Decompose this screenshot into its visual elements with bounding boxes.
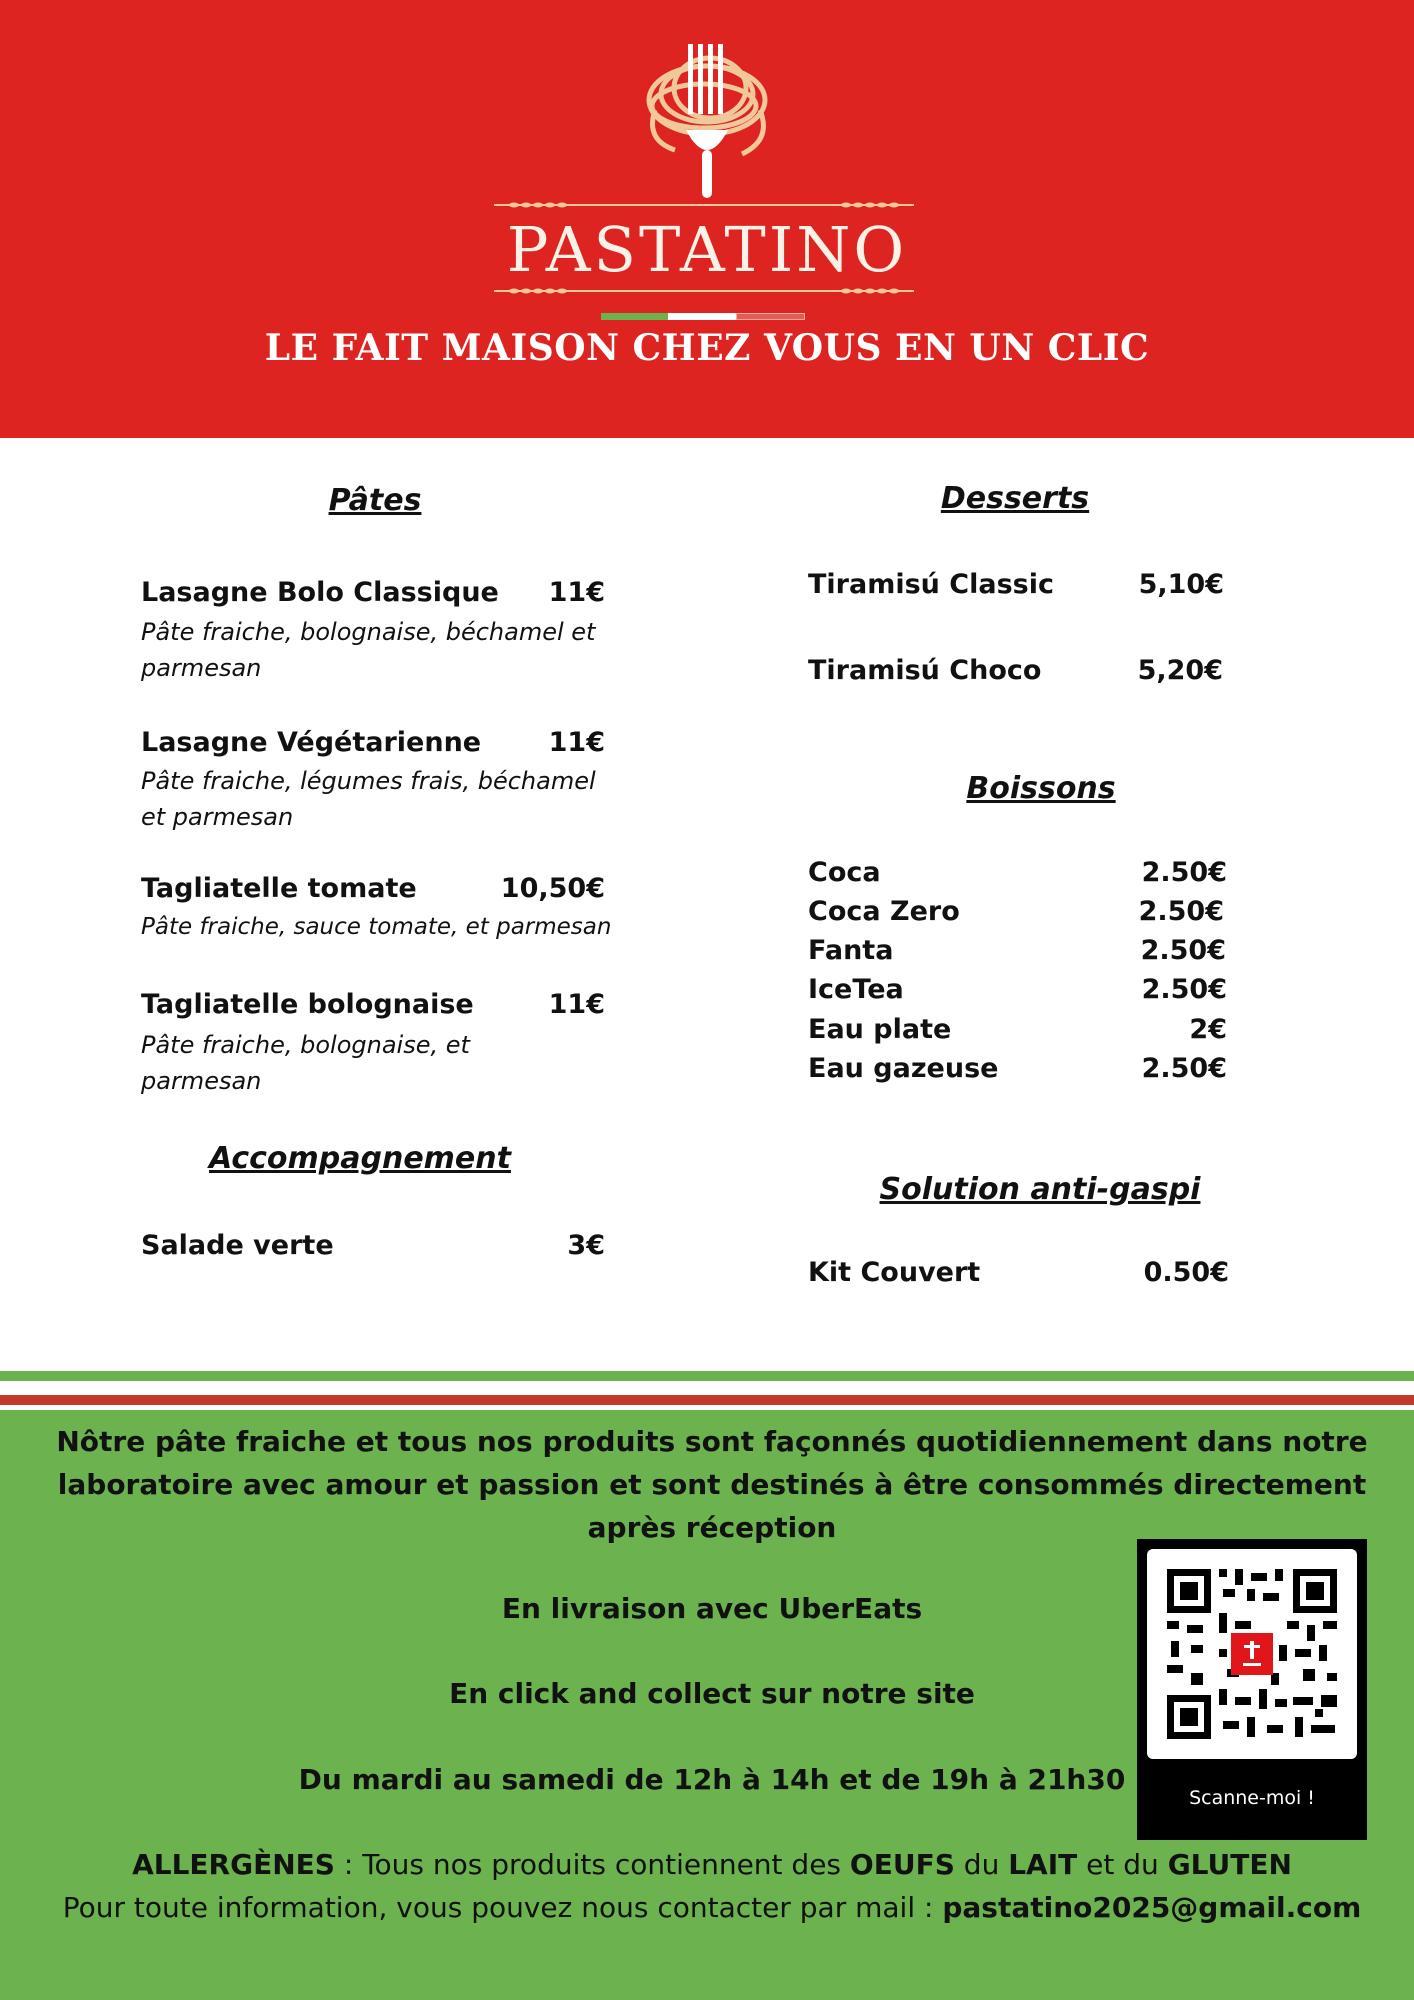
allergen-milk: LAIT — [1008, 1848, 1078, 1881]
item-name: Tagliatelle bolognaise — [141, 989, 474, 1020]
item-price: 5,20€ — [1137, 655, 1223, 686]
section-title-accompagnement: Accompagnement — [209, 1141, 511, 1176]
item-price: 2.50€ — [1140, 935, 1226, 966]
item-name: Lasagne Bolo Classique — [141, 577, 499, 608]
item-name: Kit Couvert — [808, 1257, 981, 1288]
wheat-divider-bottom — [494, 286, 914, 296]
tagline: LE FAIT MAISON CHEZ VOUS EN UN CLIC — [264, 327, 1150, 369]
allergens-label: ALLERGÈNES — [132, 1848, 335, 1881]
item-price: 2.50€ — [1141, 974, 1227, 1005]
allergen-separator: du — [954, 1848, 1009, 1881]
footer-hours: Du mardi au samedi de 12h à 14h et de 19h à 21h30 — [298, 1763, 1126, 1796]
header-banner — [0, 0, 1414, 438]
item-description: Pâte fraiche, légumes frais, béchamel et parmesan — [141, 767, 596, 831]
contact-text: Pour toute information, vous pouvez nous contacter par mail : — [62, 1891, 943, 1924]
italian-flag-bar — [601, 313, 805, 320]
item-price: 10,50€ — [500, 873, 605, 904]
allergen-separator: et du — [1077, 1848, 1168, 1881]
wheat-divider-top — [494, 200, 914, 210]
item-description: Pâte fraiche, sauce tomate, et parmesan — [141, 914, 612, 940]
item-name: Tiramisú Choco — [808, 655, 1042, 686]
allergen-eggs: OEUFS — [849, 1848, 955, 1881]
allergens-line — [40, 1848, 1384, 1881]
green-stripe — [0, 1371, 1414, 1381]
item-name: Salade verte — [141, 1230, 334, 1261]
contact-line — [40, 1891, 1384, 1924]
item-name: Fanta — [808, 935, 894, 966]
qr-code-card[interactable] — [1137, 1539, 1367, 1840]
brand-name: PASTATINO — [506, 213, 908, 286]
allergen-gluten: GLUTEN — [1167, 1848, 1292, 1881]
item-price: 11€ — [548, 727, 605, 758]
item-name: Lasagne Végétarienne — [141, 727, 482, 758]
footer-click-collect: En click and collect sur notre site — [449, 1677, 975, 1710]
item-price: 2€ — [1189, 1014, 1227, 1045]
item-price: 0.50€ — [1143, 1257, 1229, 1288]
item-name: Coca — [808, 857, 881, 888]
item-name: Tiramisú Classic — [808, 569, 1054, 600]
footer-delivery: En livraison avec UberEats — [501, 1592, 923, 1625]
item-name: Eau plate — [808, 1014, 952, 1045]
section-title-boissons: Boissons — [966, 771, 1116, 806]
item-name: Tagliatelle tomate — [141, 873, 417, 904]
item-price: 2.50€ — [1138, 896, 1224, 927]
item-price: 5,10€ — [1138, 569, 1224, 600]
item-price: 11€ — [548, 577, 605, 608]
item-price: 3€ — [567, 1230, 605, 1261]
section-title-pates: Pâtes — [328, 483, 422, 518]
qr-scan-label: Scanne-moi ! — [1189, 1787, 1315, 1809]
item-description: Pâte fraiche, bolognaise, et parmesan — [141, 1031, 470, 1095]
red-stripe — [0, 1395, 1414, 1405]
section-title-desserts: Desserts — [940, 481, 1090, 516]
item-price: 2.50€ — [1141, 1053, 1227, 1084]
item-name: IceTea — [808, 974, 904, 1005]
qr-code-icon[interactable] — [1147, 1549, 1357, 1759]
item-price: 11€ — [548, 989, 605, 1020]
item-price: 2.50€ — [1141, 857, 1227, 888]
qr-code-frame — [1147, 1549, 1357, 1759]
item-name: Eau gazeuse — [808, 1053, 999, 1084]
footer-intro: Nôtre pâte fraiche et tous nos produits sont façonnés quotidiennement dans notre laboratoire avec amour et passion et sont destinés à être consommés directement après réception — [56, 1425, 1368, 1544]
item-description: Pâte fraiche, bolognaise, béchamel et parmesan — [141, 618, 596, 682]
allergens-text: : Tous nos produits contiennent des — [334, 1848, 850, 1881]
item-name: Coca Zero — [808, 896, 960, 927]
section-title-anti-gaspi: Solution anti-gaspi — [879, 1172, 1201, 1207]
contact-email-link[interactable]: pastatino2025@gmail.com — [942, 1891, 1362, 1924]
pasta-fork-logo — [600, 40, 814, 210]
